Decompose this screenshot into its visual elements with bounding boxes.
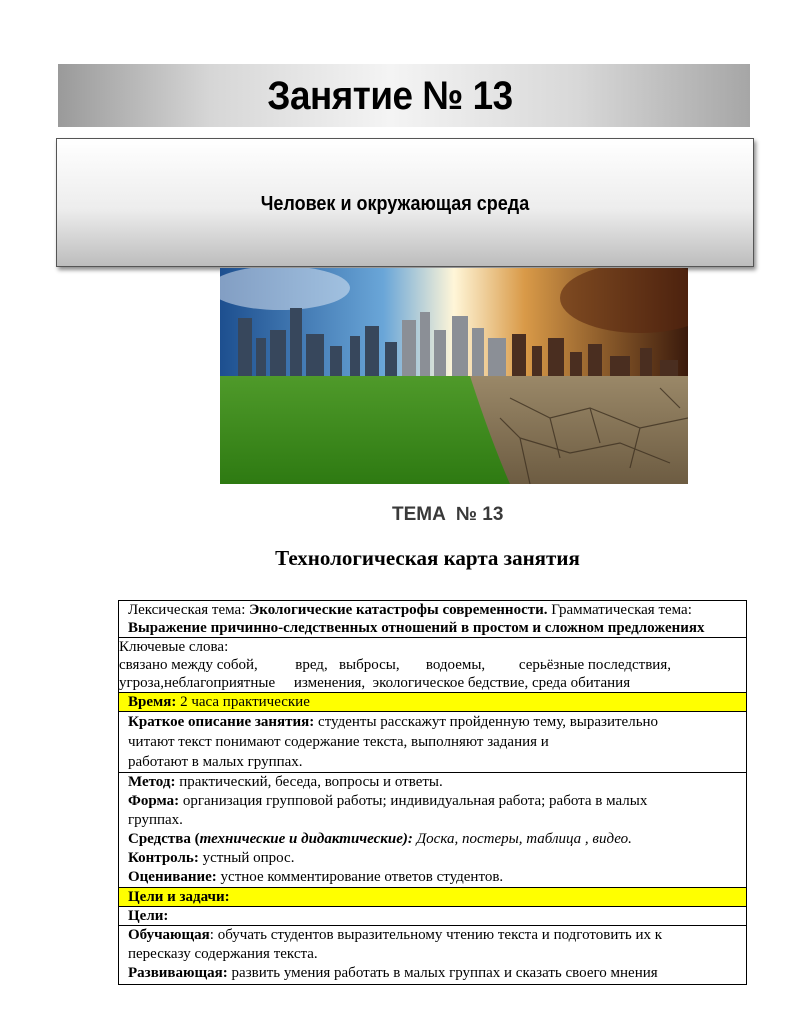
form-value: организация групповой работы; индивидуальная работа; работа в малых — [179, 793, 648, 809]
lesson-plan-table — [118, 600, 747, 985]
objectives-row — [119, 926, 746, 985]
keywords-line-1: связано между собой, вред, выбросы, водоемы, серьёзные последствия, — [119, 657, 671, 673]
keywords-line-2: угроза,неблагоприятные изменения, экологическое бедствие, среда обитания — [119, 675, 631, 691]
assess-value: устное комментирование ответов студентов. — [216, 869, 504, 885]
aims-label: Цели: — [128, 908, 169, 924]
teaching-value: : обучать студентов выразительному чтению текста и подготовить их к — [209, 927, 663, 943]
keywords-label: Ключевые слова: — [119, 639, 229, 655]
means-value: Доска, постеры, таблица , видео. — [412, 831, 632, 847]
lexical-label: Лексическая тема: — [128, 602, 250, 618]
grammar-label: Грамматическая тема: — [547, 602, 692, 618]
time-row — [119, 693, 746, 712]
method-value: практический, беседа, вопросы и ответы. — [175, 774, 443, 790]
teaching-line-2: пересказу содержания текста. — [128, 946, 318, 962]
lesson-title: Занятие № 13 — [267, 74, 513, 118]
city-and-drought-landscape-photo — [220, 268, 688, 484]
description-label: Краткое описание занятия: — [128, 714, 315, 730]
description-row — [119, 712, 746, 773]
assess-label: Оценивание: — [128, 869, 217, 885]
control-label: Контроль: — [128, 850, 199, 866]
method-block — [119, 773, 746, 888]
keywords-row — [119, 638, 746, 693]
develop-label: Развивающая: — [128, 965, 228, 981]
form-label: Форма: — [128, 793, 180, 809]
method-label: Метод: — [128, 774, 176, 790]
means-label: Средства ( — [128, 831, 200, 847]
description-line-2: читают текст понимают содержание текста, выполняют задания и — [128, 734, 549, 750]
lexical-row — [119, 601, 746, 638]
topic-heading — [392, 504, 503, 526]
form-line-2: группах. — [128, 812, 183, 828]
control-value: устный опрос. — [198, 850, 295, 866]
landscape-illustration — [220, 268, 688, 484]
grammar-value: Выражение причинно-следственных отношений в простом и сложном предложениях — [128, 620, 705, 636]
time-label: Время: — [128, 694, 177, 710]
topic-number: № 13 — [455, 504, 504, 525]
goals-label: Цели и задачи: — [128, 889, 230, 905]
teaching-label: Обучающая — [128, 927, 210, 943]
time-value: 2 часа практические — [176, 694, 310, 710]
goals-row — [119, 888, 746, 907]
description-line-3: работают в малых группах. — [128, 754, 303, 770]
aims-row — [119, 907, 746, 926]
develop-value: развить умения работать в малых группах и сказать своего мнения — [227, 965, 658, 981]
topic-label: ТЕМА — [392, 504, 446, 525]
means-italic-label: технические и дидактические): — [199, 831, 413, 847]
description-value: студенты расскажут пройденную тему, выразительно — [314, 714, 659, 730]
map-title: Технологическая карта занятия — [275, 546, 580, 570]
lesson-subtitle: Человек и окружающая среда — [260, 193, 530, 215]
lexical-value: Экологические катастрофы современности. — [249, 602, 548, 618]
